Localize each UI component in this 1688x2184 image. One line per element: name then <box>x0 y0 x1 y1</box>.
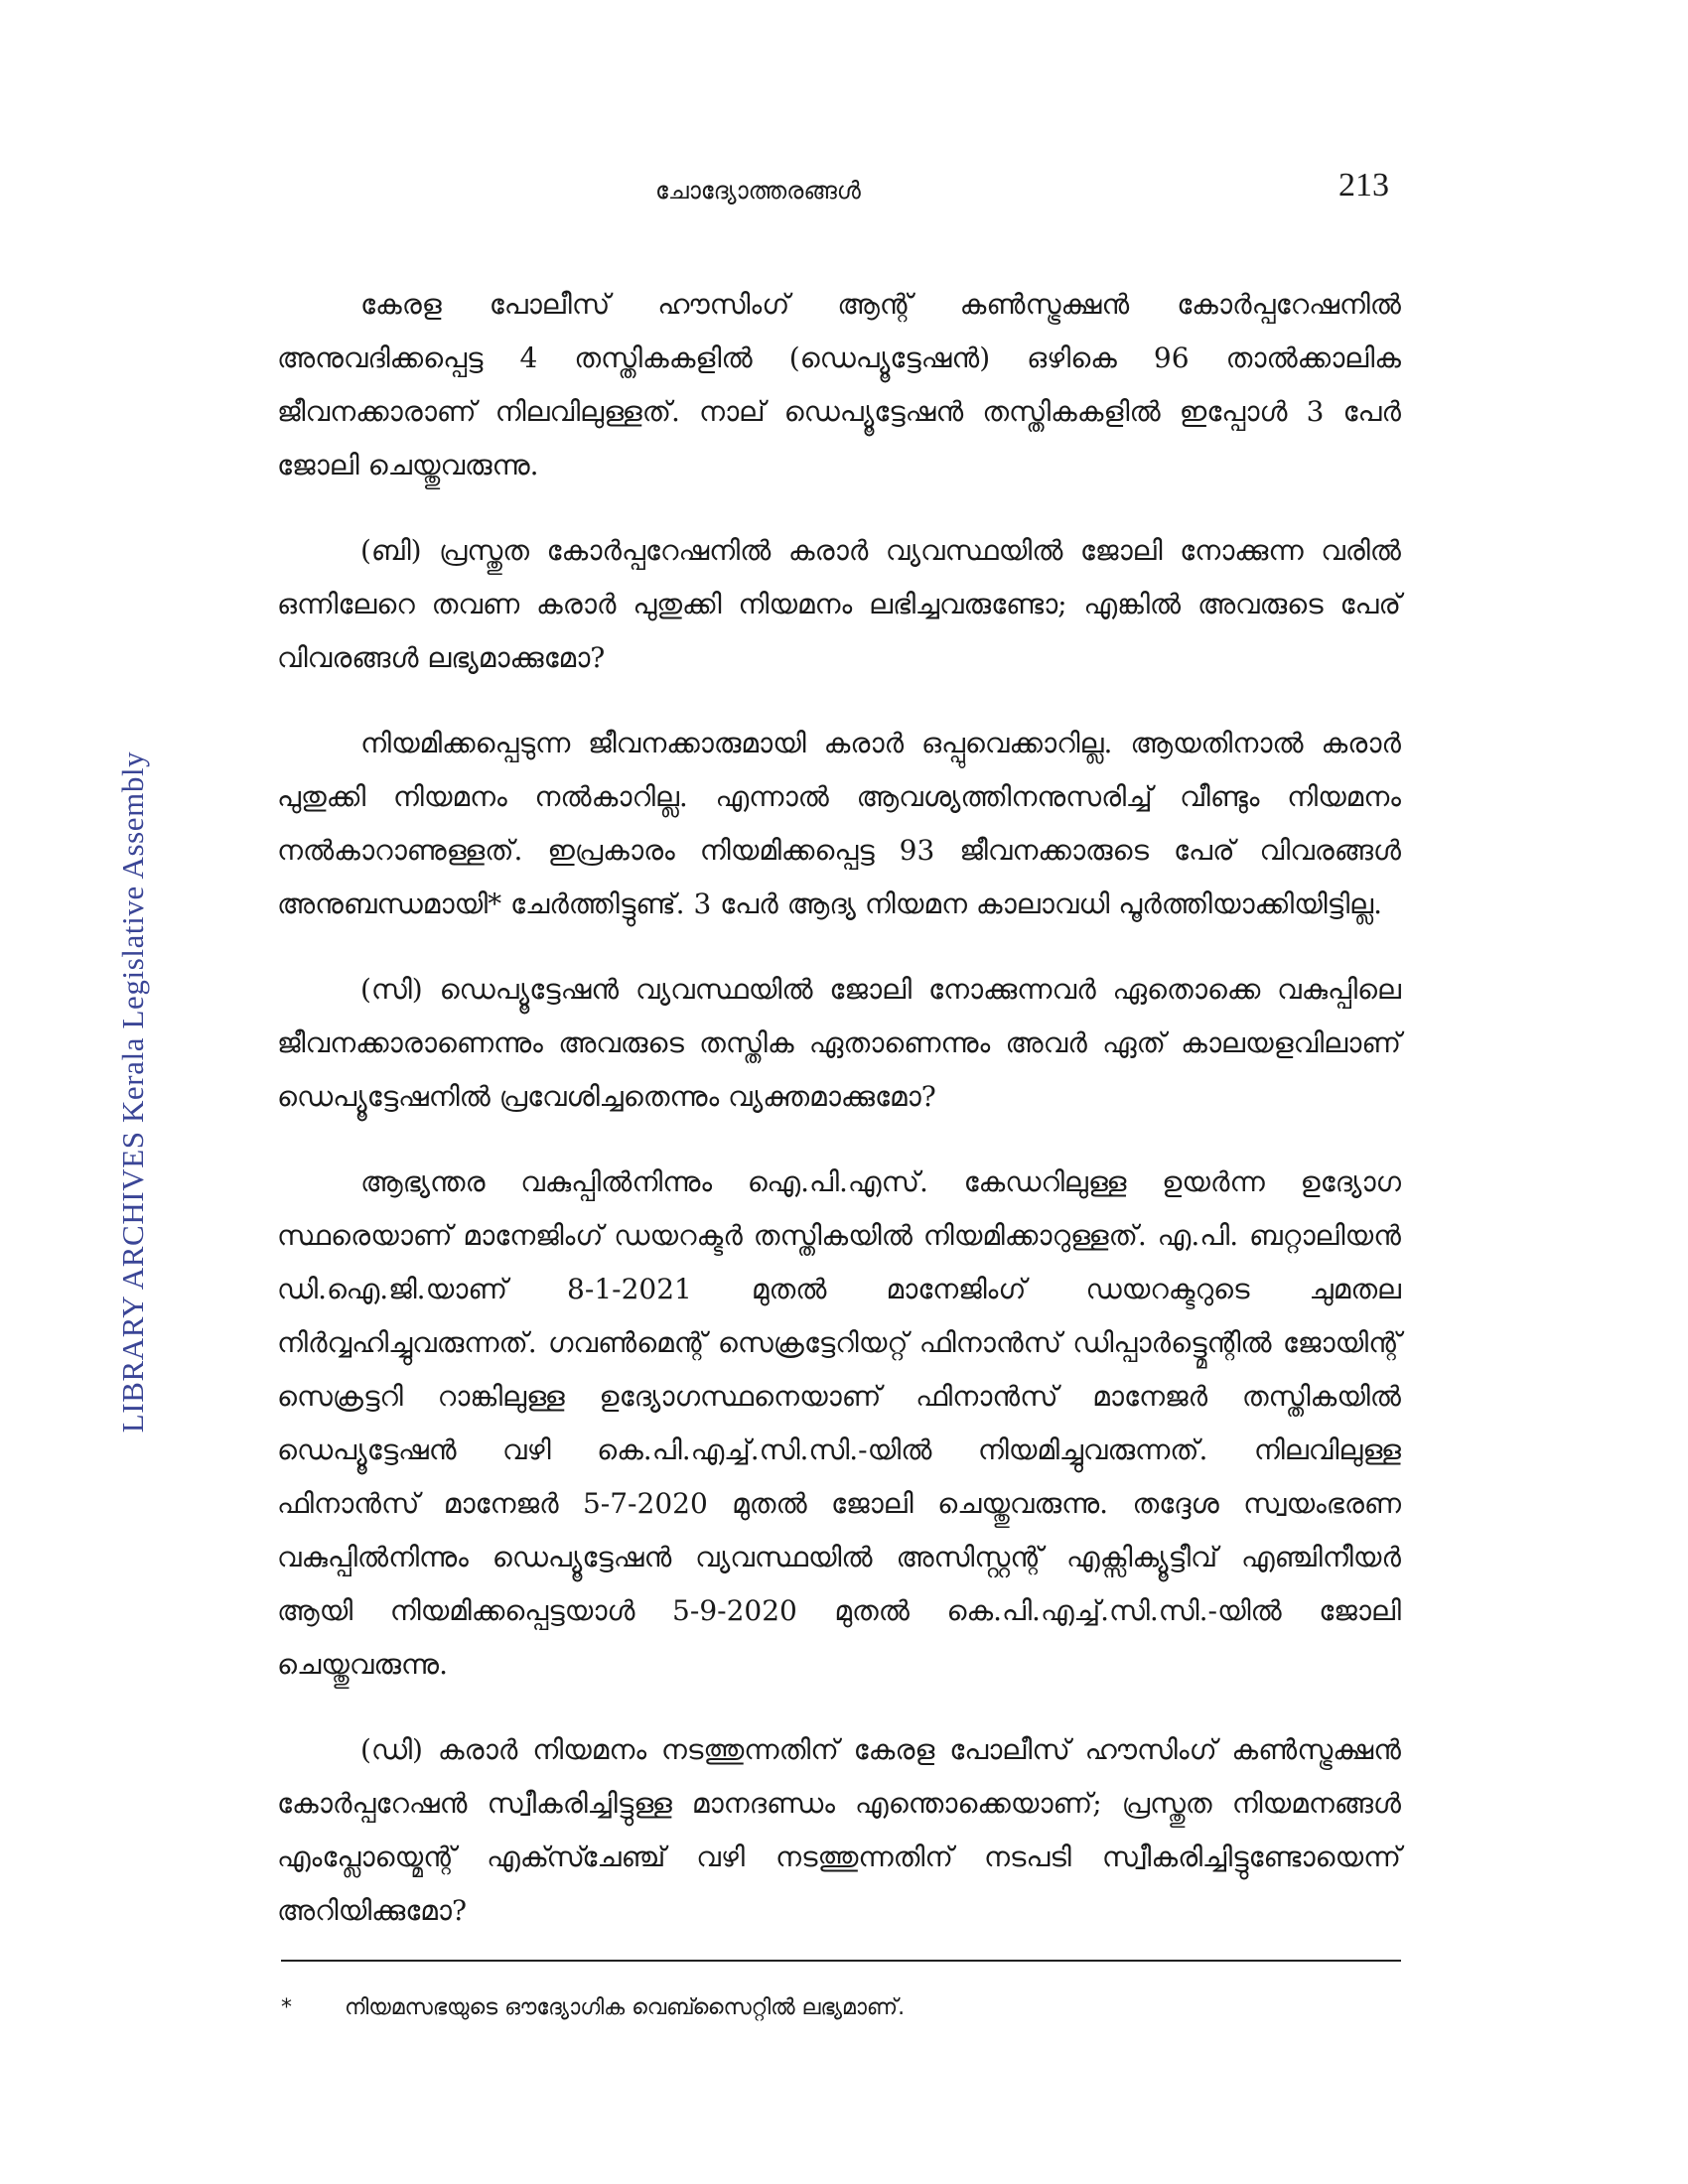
running-title: ചോദ്യോത്തരങ്ങൾ <box>655 177 861 205</box>
page-number: 213 <box>1338 167 1389 204</box>
running-header <box>0 167 1688 226</box>
answer-paragraph-c: ആഭ്യന്തര വകുപ്പിൽനിന്നും ഐ.പി.എസ്. കേഡറിലുള്ള ഉയർന്ന ഉദ്യോഗ സ്ഥരെയാണ് മാനേജിംഗ് ഡയറക്ടർ തസ്തികയിൽ നിയമിക്കാറുള്ളത്. എ.പി. ബറ്റാലിയൻ ഡി.ഐ.ജി.യാണ് 8-1-2021 മുതൽ മാനേജിംഗ് ഡയറക്ടറുടെ ചുമതല നിർവ്വഹിച്ചുവരുന്നത്. ഗവൺമെന്റ് സെക്രട്ടേറിയറ്റ് ഫിനാൻസ് ഡിപ്പാർട്ട്മെന്റിൽ ജോയിന്റ് സെക്രട്ടറി റാങ്കിലുള്ള ഉദ്യോഗസ്ഥനെയാണ് ഫിനാൻസ് മാനേജർ തസ്തികയിൽ ഡെപ്യൂട്ടേഷൻ വഴി കെ.പി.എച്ച്.സി.സി.-യിൽ നിയമിച്ചുവരുന്നത്. നിലവിലുള്ള ഫിനാൻസ് മാനേജർ 5-7-2020 മുതൽ ജോലി ചെയ്തുവരുന്നു. തദ്ദേശ സ്വയംഭരണ വകുപ്പിൽനിന്നും ഡെപ്യൂട്ടേഷൻ വ്യവസ്ഥയിൽ അസിസ്റ്റന്റ് എക്സിക്യൂട്ടീവ് എഞ്ചിനീയർ ആയി നിയമിക്കപ്പെട്ടയാൾ 5-9-2020 മുതൽ കെ.പി.എച്ച്.സി.സി.-യിൽ ജോലി ചെയ്തുവരുന്നു. <box>277 1165 1401 1681</box>
footnote-text: നിയമസഭയുടെ ഔദ്യോഗിക വെബ്സൈറ്റിൽ ലഭ്യമാണ്. <box>345 1995 906 2020</box>
question-paragraph-b: (ബി) പ്രസ്തുത കോർപ്പറേഷനിൽ കരാർ വ്യവസ്ഥയിൽ ജോലി നോക്കുന്ന വരിൽ ഒന്നിലേറെ തവണ കരാർ പുതുക്കി നിയമനം ലഭിച്ചവരുണ്ടോ; എങ്കിൽ അവരുടെ പേര് വിവരങ്ങൾ ലഭ്യമാക്കുമോ? <box>277 534 1401 674</box>
page-body <box>277 278 1401 1970</box>
answer-paragraph-b: നിയമിക്കപ്പെടുന്ന ജീവനക്കാരുമായി കരാർ ഒപ്പുവെക്കാറില്ല. ആയതിനാൽ കരാർ പുതുക്കി നിയമനം നൽകാറില്ല. എന്നാൽ ആവശ്യത്തിനനുസരിച്ച് വീണ്ടും നിയമനം നൽകാറാണുള്ളത്. ഇപ്രകാരം നിയമിക്കപ്പെട്ട 93 ജീവനക്കാരുടെ പേര് വിവരങ്ങൾ അനുബന്ധമായി* ചേർത്തിട്ടുണ്ട്. 3 പേർ ആദ്യ നിയമന കാലാവധി പൂർത്തിയാക്കിയിട്ടില്ല. <box>277 727 1401 920</box>
question-paragraph-d: (ഡി) കരാർ നിയമനം നടത്തുന്നതിന് കേരള പോലീസ് ഹൗസിംഗ് കൺസ്ട്രക്ഷൻ കോർപ്പറേഷൻ സ്വീകരിച്ചിട്ടുള്ള മാനദണ്ഡം എന്തൊക്കെയാണ്; പ്രസ്തുത നിയമനങ്ങൾ എംപ്ലോയ്മെന്റ് എക്സ്ചേഞ്ച് വഴി നടത്തുന്നതിന് നടപടി സ്വീകരിച്ചിട്ടുണ്ടോയെന്ന് അറിയിക്കുമോ? <box>277 1733 1401 1927</box>
footnote <box>281 1995 1401 2020</box>
archive-side-stamp: LIBRARY ARCHIVES Kerala Legislative Assembly <box>115 751 150 1433</box>
question-paragraph-c: (സി) ഡെപ്യൂട്ടേഷൻ വ്യവസ്ഥയിൽ ജോലി നോക്കുന്നവർ ഏതൊക്കെ വകുപ്പിലെ ജീവനക്കാരാണെന്നും അവരുടെ തസ്തിക ഏതാണെന്നും അവർ ഏത് കാലയളവിലാണ് ഡെപ്യൂട്ടേഷനിൽ പ്രവേശിച്ചതെന്നും വ്യക്തമാക്കുമോ? <box>277 973 1401 1113</box>
footnote-mark: * <box>281 1995 292 2020</box>
answer-paragraph-a: കേരള പോലീസ് ഹൗസിംഗ് ആന്റ് കൺസ്ട്രക്ഷൻ കോർപ്പറേഷനിൽ അനുവദിക്കപ്പെട്ട 4 തസ്തികകളിൽ (ഡെപ്യൂട്ടേഷൻ) ഒഴികെ 96 താൽക്കാലിക ജീവനക്കാരാണ് നിലവിലുള്ളത്. നാല് ഡെപ്യൂട്ടേഷൻ തസ്തികകളിൽ ഇപ്പോൾ 3 പേർ ജോലി ചെയ്തുവരുന്നു. <box>277 288 1401 481</box>
footnote-divider <box>281 1960 1401 1962</box>
